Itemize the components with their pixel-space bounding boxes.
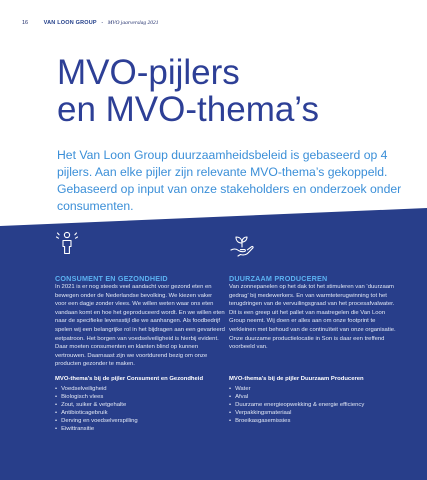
list-item: • Water bbox=[229, 385, 364, 393]
hands-plant-icon bbox=[229, 233, 255, 259]
list-item: • Broeikasgasemissies bbox=[229, 417, 364, 425]
person-icon bbox=[54, 230, 80, 256]
pillar-title-consumer-health: CONSUMENT EN GEZONDHEID bbox=[55, 274, 168, 283]
list-item: • Afval bbox=[229, 393, 364, 401]
themes-list-sustainable-production bbox=[229, 385, 364, 425]
list-item: • Duurzame energieopwekking & energie efficiency bbox=[229, 401, 364, 409]
report-name: MVO jaarverslag 2021 bbox=[107, 20, 159, 26]
list-item: • Verpakkingsmateriaal bbox=[229, 409, 364, 417]
page-number: 16 bbox=[22, 20, 29, 26]
organization-name: VAN LOON GROUP bbox=[43, 20, 97, 26]
themes-heading-consumer-health: MVO-thema’s bij de pijler Consument en Gezondheid bbox=[55, 376, 204, 382]
list-item: • Derving en voedselverspilling bbox=[55, 417, 138, 425]
page-title-line-2: en MVO-thema’s bbox=[57, 90, 319, 129]
themes-list-consumer-health bbox=[55, 385, 138, 434]
list-item: • Eiwittransitie bbox=[55, 425, 138, 433]
pillar-text-sustainable-production: Van zonnepanelen op het dak tot het stimuleren van ‘duurzaam gedrag’ bij medewerkers. En van warmteterugwinning tot het terugdringen van de vervuilingsgraad van het procesafvalwater. Dit is een greep uit het pallet van maatregelen die Van Loon Group neemt. Wij doen er alles aan om onze footprint te verkleinen met behoud van de continuïteit van onze organisatie. Onze duurzame productielocatie in Son is daar een treffend voorbeeld van. bbox=[229, 284, 396, 351]
list-item: • Voedselveiligheid bbox=[55, 385, 138, 393]
page-title bbox=[57, 54, 319, 128]
pillar-text-consumer-health: In 2021 is er nog steeds veel aandacht voor gezond eten en bewegen onder de Nederlandse bevolking. We kiezen vaker voor een dagje zonder vlees. We willen weten waar ons eten vandaan komt en hoe het geproduceerd wordt. En we willen eten naar de specifieke levensstijl die we aanhangen. Als foodbedrijf spelen wij een belangrijke rol in het bijdragen aan een gevarieerd eetpatroon. Het borgen van voedselveiligheid is hierbij evident. Daar moeten consumenten en klanten blind op kunnen vertrouwen. Daarnaast zijn we voortdurend bezig om onze producten gezonder te maken. bbox=[55, 284, 225, 368]
header-separator: - bbox=[101, 20, 104, 26]
page-title-line-1: MVO-pijlers bbox=[57, 53, 240, 92]
list-item: • Biologisch vlees bbox=[55, 393, 138, 401]
list-item: • Zout, suiker & vetgehalte bbox=[55, 401, 138, 409]
themes-heading-sustainable-production: MVO-thema’s bij de pijler Duurzaam Produceren bbox=[229, 376, 364, 382]
list-item: • Antibioticagebruik bbox=[55, 409, 138, 417]
intro-paragraph: Het Van Loon Group duurzaamheidsbeleid is gebaseerd op 4 pijlers. Aan elke pijler zijn relevante MVO-thema’s gekoppeld. Gebaseerd op input van onze stakeholders en onderzoek onder consumenten. bbox=[57, 148, 402, 213]
page-header bbox=[22, 20, 159, 26]
pillar-title-sustainable-production: DUURZAAM PRODUCEREN bbox=[229, 274, 328, 283]
